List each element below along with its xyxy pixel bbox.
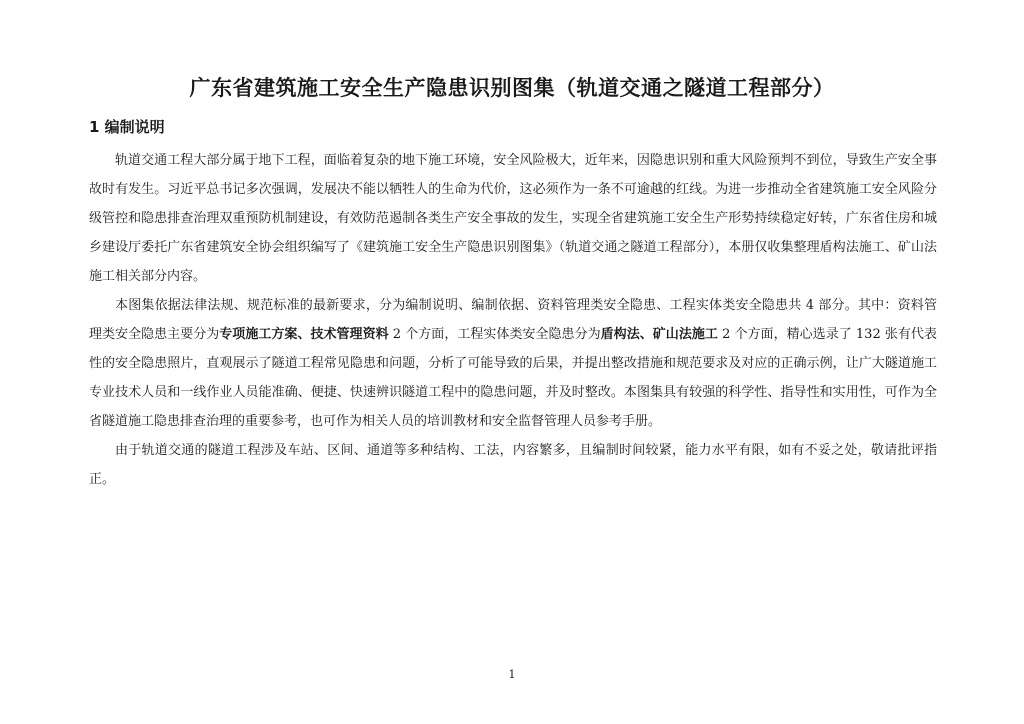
page-number: 1 bbox=[508, 668, 516, 681]
paragraph-2-text-b: 2 个方面，工程实体类安全隐患分为 bbox=[388, 327, 601, 342]
paragraph-3-text: 由于轨道交通的隧道工程涉及车站、区间、通道等多种结构、工法，内容繁多，且编制时间较紧，能力水平有限，如有不妥之处，敬请批评指正。 bbox=[89, 443, 937, 487]
paragraph-2-bold-b: 盾构法、矿山法施工 bbox=[600, 327, 718, 342]
document-title: 广东省建筑施工安全生产隐患识别图集（轨道交通之隧道工程部分） bbox=[189, 76, 835, 100]
section-heading: 1 编制说明 bbox=[89, 118, 165, 136]
paragraph-2-text-c: 2 个方面，精心选录了 132 张有代表性的安全隐患照片，直观展示了隧道工程常见隐患和问题，分析了可能导致的后果，并提出整改措施和规范要求及对应的正确示例，让广大隧道施工专业技术人员和一线作业人员能准确、便捷、快速辨识隧道工程中的隐患问题，并及时整改。本图集具有较强的科学性、指导性和实用性，可作为全省隧道施工隐患排查治理的重要参考，也可作为相关人员的培训教材和安全监督管理人员参考手册。 bbox=[89, 327, 937, 429]
paragraph-1-text: 轨道交通工程大部分属于地下工程，面临着复杂的地下施工环境，安全风险极大，近年来，因隐患识别和重大风险预判不到位，导致生产安全事故时有发生。习近平总书记多次强调，发展决不能以牺牲人的生命为代价，这必须作为一条不可逾越的红线。为进一步推动全省建筑施工安全风险分级管控和隐患排查治理双重预防机制建设，有效防范遏制各类生产安全事故的发生，实现全省建筑施工安全生产形势持续稳定好转，广东省住房和城乡建设厅委托广东省建筑安全协会组织编写了《建筑施工安全生产隐患识别图集》（轨道交通之隧道工程部分），本册仅收集整理盾构法施工、矿山法施工相关部分内容。 bbox=[89, 153, 937, 284]
document-body bbox=[89, 146, 937, 494]
paragraph-2 bbox=[89, 291, 937, 436]
paragraph-3 bbox=[89, 436, 937, 494]
paragraph-1 bbox=[89, 146, 937, 291]
paragraph-2-text-a: 本图集依据法律法规、规范标准的最新要求，分为编制说明、编制依据、资料管理类安全隐患、工程实体类安全隐患共 4 部分。其中：资料管理类安全隐患主要分为 bbox=[89, 298, 937, 342]
paragraph-2-bold-a: 专项施工方案、技术管理资料 bbox=[219, 327, 389, 342]
